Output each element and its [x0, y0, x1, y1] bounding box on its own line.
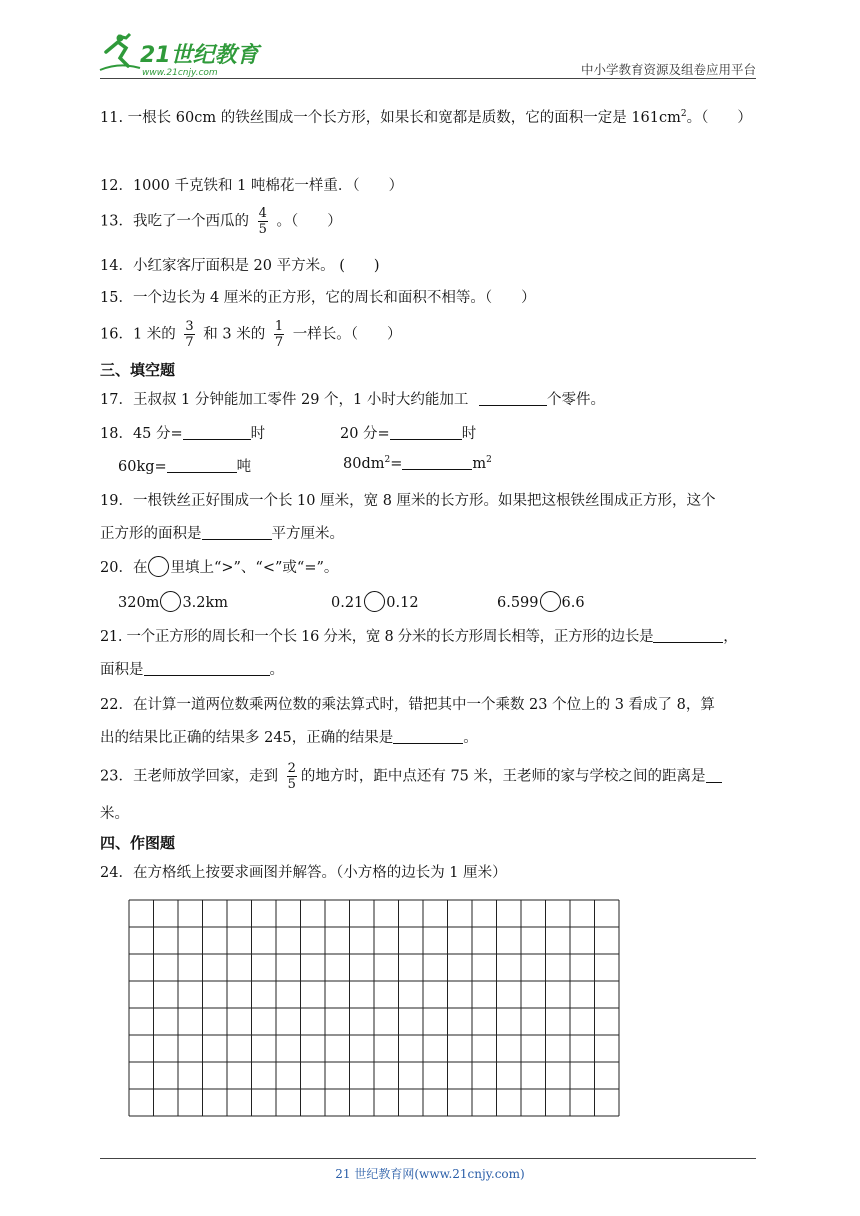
answer-blank[interactable]: [402, 455, 472, 470]
square-grid-paper[interactable]: [128, 899, 620, 1117]
question-12: 12．1000 千克铁和 1 吨棉花一样重．（ ）: [100, 178, 404, 194]
question-23-line-2: 米。: [100, 806, 129, 822]
answer-blank[interactable]: [479, 391, 547, 406]
question-18-b: 20 分= 时: [340, 426, 477, 442]
svg-text:www.21cnjy.com: www.21cnjy.com: [142, 68, 218, 78]
question-11: 11. 一根长 60cm 的铁丝围成一个长方形，如果长和宽都是质数，它的面积一定是 $161cm^2$。（ ）: [100, 109, 752, 126]
comparison-circle: [148, 556, 169, 577]
answer-blank[interactable]: [183, 425, 251, 440]
question-22-line-2: 出的结果比正确的结果多 245，正确的结果是 。: [100, 730, 478, 746]
answer-blank[interactable]: [144, 661, 270, 676]
section-heading-drawing: 四、作图题: [100, 834, 176, 852]
runner-icon: [100, 34, 140, 70]
question-19-line-1: 19．一根铁丝正好围成一个长 10 厘米，宽 8 厘米的长方形。如果把这根铁丝围成正方形，这个: [100, 493, 716, 509]
fraction: $\frac{3}{7}$: [185, 319, 194, 350]
footer-divider: [100, 1158, 756, 1159]
question-19-line-2: 正方形的面积是 平方厘米。: [100, 526, 344, 542]
question-15: 15．一个边长为 4 厘米的正方形，它的周长和面积不相等。（ ）: [100, 290, 536, 306]
comparison-item: 6.599 6.6: [497, 591, 585, 612]
question-18-c: 60kg= 吨: [118, 459, 252, 475]
question-13: 13．我吃了一个西瓜的 $\frac{4}{5}$ 。（ ）: [100, 206, 342, 237]
svg-text:21世纪教育: 21世纪教育: [140, 43, 259, 68]
fraction: $\frac{4}{5}$: [258, 206, 267, 237]
question-22-line-1: 22．在计算一道两位数乘两位数的乘法算式时，错把其中一个乘数 23 个位上的 3 看成了 8，算: [100, 697, 715, 713]
site-slogan: 中小学教育资源及组卷应用平台: [580, 62, 756, 77]
question-21-line-1: 21. 一个正方形的周长和一个长 16 分米，宽 8 分米的长方形周长相等，正方形的边长是 ，: [100, 629, 738, 645]
question-14: 14．小红家客厅面积是 20 平方米。 ( ): [100, 258, 380, 274]
question-18-d: $80dm^2= m^2$: [343, 455, 492, 472]
fraction: $\frac{2}{5}$: [287, 761, 296, 792]
answer-blank[interactable]: [706, 768, 722, 783]
header-divider: [100, 78, 756, 79]
footer-text: 21 世纪教育网(www.21cnjy.com): [335, 1167, 525, 1181]
question-21-line-2: 面积是 。: [100, 662, 284, 678]
comparison-circle[interactable]: [540, 591, 561, 612]
question-23: 23．王老师放学回家，走到 $\frac{2}{5}$ 的地方时，距中点还有 75 米，王老师的家与学校之间的距离是: [100, 762, 722, 791]
question-18-a: 18．45 分= 时: [100, 426, 266, 442]
answer-blank[interactable]: [167, 458, 237, 473]
answer-blank[interactable]: [390, 425, 462, 440]
answer-blank[interactable]: [202, 525, 272, 540]
question-17: 17．王叔叔 1 分钟能加工零件 29 个，1 小时大约能加工 个零件。: [100, 392, 606, 408]
comparison-circle[interactable]: [364, 591, 385, 612]
site-logo: [96, 30, 266, 78]
fraction: $\frac{1}{7}$: [274, 319, 284, 350]
answer-blank[interactable]: [653, 628, 723, 643]
comparison-item: 0.21 0.12: [331, 591, 419, 612]
comparison-item: 320m 3.2km: [118, 591, 228, 612]
section-heading-fill-in: 三、填空题: [100, 361, 176, 379]
question-20: 20．在 里填上“>”、“<”或“=”。: [100, 556, 338, 577]
question-16: 16．1 米的 $\frac{3}{7}$ 和 3 米的 $\frac{1}{7}$ 一样长。（ ）: [100, 319, 402, 350]
question-24: 24．在方格纸上按要求画图并解答。（小方格的边长为 1 厘米）: [100, 865, 507, 881]
answer-blank[interactable]: [393, 729, 463, 744]
comparison-circle[interactable]: [160, 591, 181, 612]
